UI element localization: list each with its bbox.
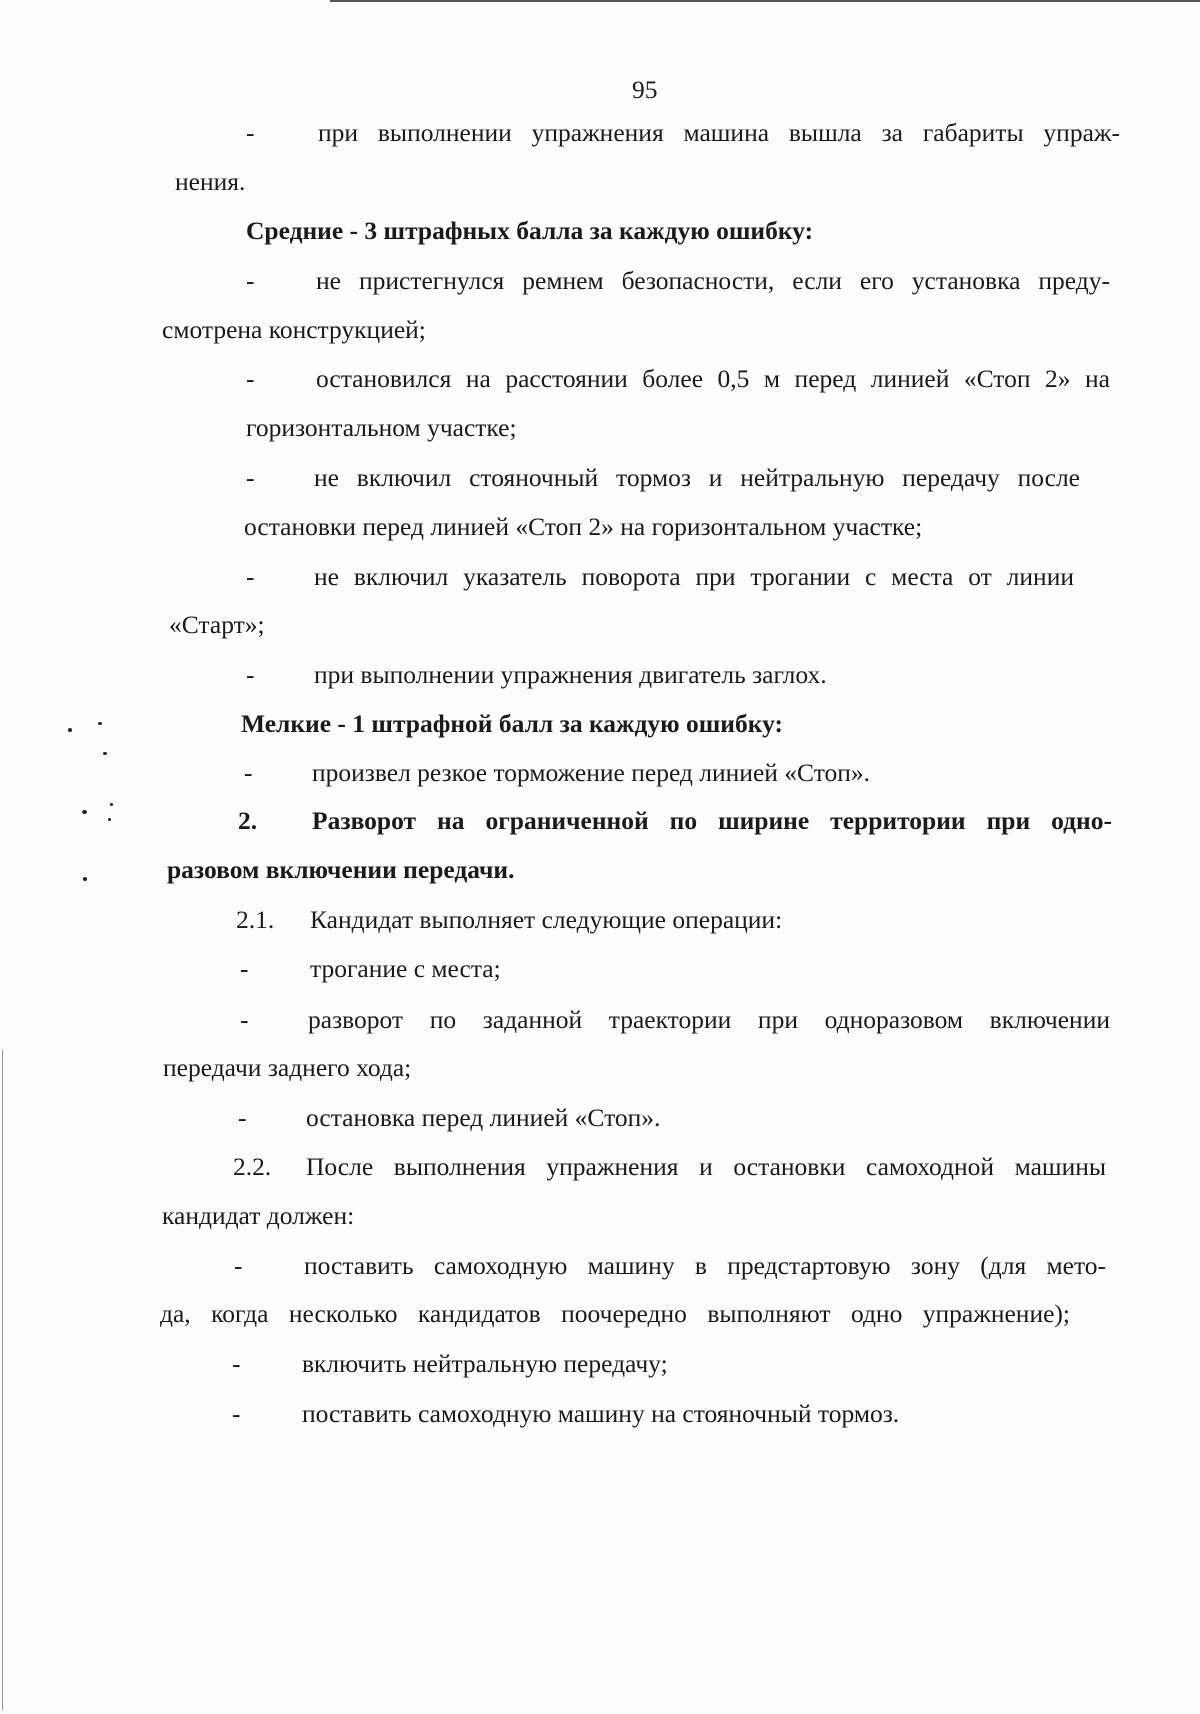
list-item-text: поставить самоходную машину на стояночный тормоз.: [302, 1399, 900, 1428]
list-dash: -: [246, 364, 255, 393]
list-dash: -: [240, 1005, 249, 1034]
section-number: 2.: [238, 806, 258, 835]
list-dash: -: [246, 562, 255, 591]
continuation-line: кандидат должен:: [162, 1201, 355, 1230]
continuation-line: смотрена конструкцией;: [162, 315, 426, 344]
list-dash: -: [232, 1399, 241, 1428]
section-heading-medium: Средние - 3 штрафных балла за каждую ошибку:: [246, 216, 814, 245]
section-title-continuation: разовом включении передачи.: [167, 855, 515, 884]
continuation-line: передачи заднего хода;: [163, 1053, 412, 1082]
list-dash: -: [244, 758, 253, 787]
subsection-text: Кандидат выполняет следующие операции:: [310, 905, 783, 934]
continuation-line: нения.: [175, 167, 246, 196]
list-item-text: произвел резкое торможение перед линией «Стоп».: [312, 758, 871, 787]
list-item-text: остановка перед линией «Стоп».: [306, 1103, 661, 1132]
list-item-text: не пристегнулся ремнем безопасности, если его установка преду-: [316, 266, 1110, 295]
list-item-text: при выполнении упражнения двигатель заглох.: [314, 660, 827, 689]
continuation-line: остановки перед линией «Стоп 2» на горизонтальном участке;: [244, 512, 923, 541]
subsection-number: 2.1.: [236, 905, 275, 934]
list-dash: -: [234, 1251, 243, 1280]
list-item-text: при выполнении упражнения машина вышла за габариты упраж-: [318, 118, 1120, 147]
subsection-number: 2.2.: [233, 1152, 272, 1181]
list-dash: -: [246, 463, 255, 492]
list-item-text: поставить самоходную машину в предстартовую зону (для мето-: [304, 1251, 1106, 1280]
list-item-text: включить нейтральную передачу;: [302, 1349, 668, 1378]
list-dash: -: [246, 118, 255, 147]
list-dash: -: [238, 1103, 247, 1132]
continuation-line: да, когда несколько кандидатов поочередно выполняют одно упражнение);: [160, 1299, 1070, 1328]
scan-speck: [83, 877, 87, 881]
list-item-text: не включил стояночный тормоз и нейтральную передачу после: [314, 463, 1080, 492]
scan-speck: [68, 728, 72, 732]
list-item-text: остановился на расстоянии более 0,5 м перед линией «Стоп 2» на: [316, 364, 1110, 393]
continuation-line: «Старт»;: [169, 610, 265, 639]
subsection-text: После выполнения упражнения и остановки самоходной машины: [306, 1152, 1106, 1181]
list-dash: -: [240, 954, 249, 983]
scan-speck: [108, 818, 111, 821]
scan-speck: [110, 803, 113, 806]
list-dash: -: [232, 1349, 241, 1378]
scan-top-edge: [330, 0, 1200, 2]
list-item-text: разворот по заданной траектории при одноразовом включении: [308, 1005, 1110, 1034]
scan-speck: [98, 722, 102, 725]
continuation-line: горизонтальном участке;: [246, 413, 517, 442]
scan-left-edge: [2, 1050, 3, 1710]
section-heading-minor: Мелкие - 1 штрафной балл за каждую ошибку:: [241, 709, 783, 738]
list-dash: -: [246, 266, 255, 295]
scan-speck: [82, 810, 87, 814]
page-number: 95: [632, 75, 658, 104]
section-title: Разворот на ограниченной по ширине территории при одно-: [312, 806, 1112, 835]
list-item-text: трогание с места;: [310, 954, 501, 983]
list-dash: -: [246, 660, 255, 689]
scan-speck: [103, 752, 107, 755]
list-item-text: не включил указатель поворота при трогании с места от линии: [314, 562, 1074, 591]
